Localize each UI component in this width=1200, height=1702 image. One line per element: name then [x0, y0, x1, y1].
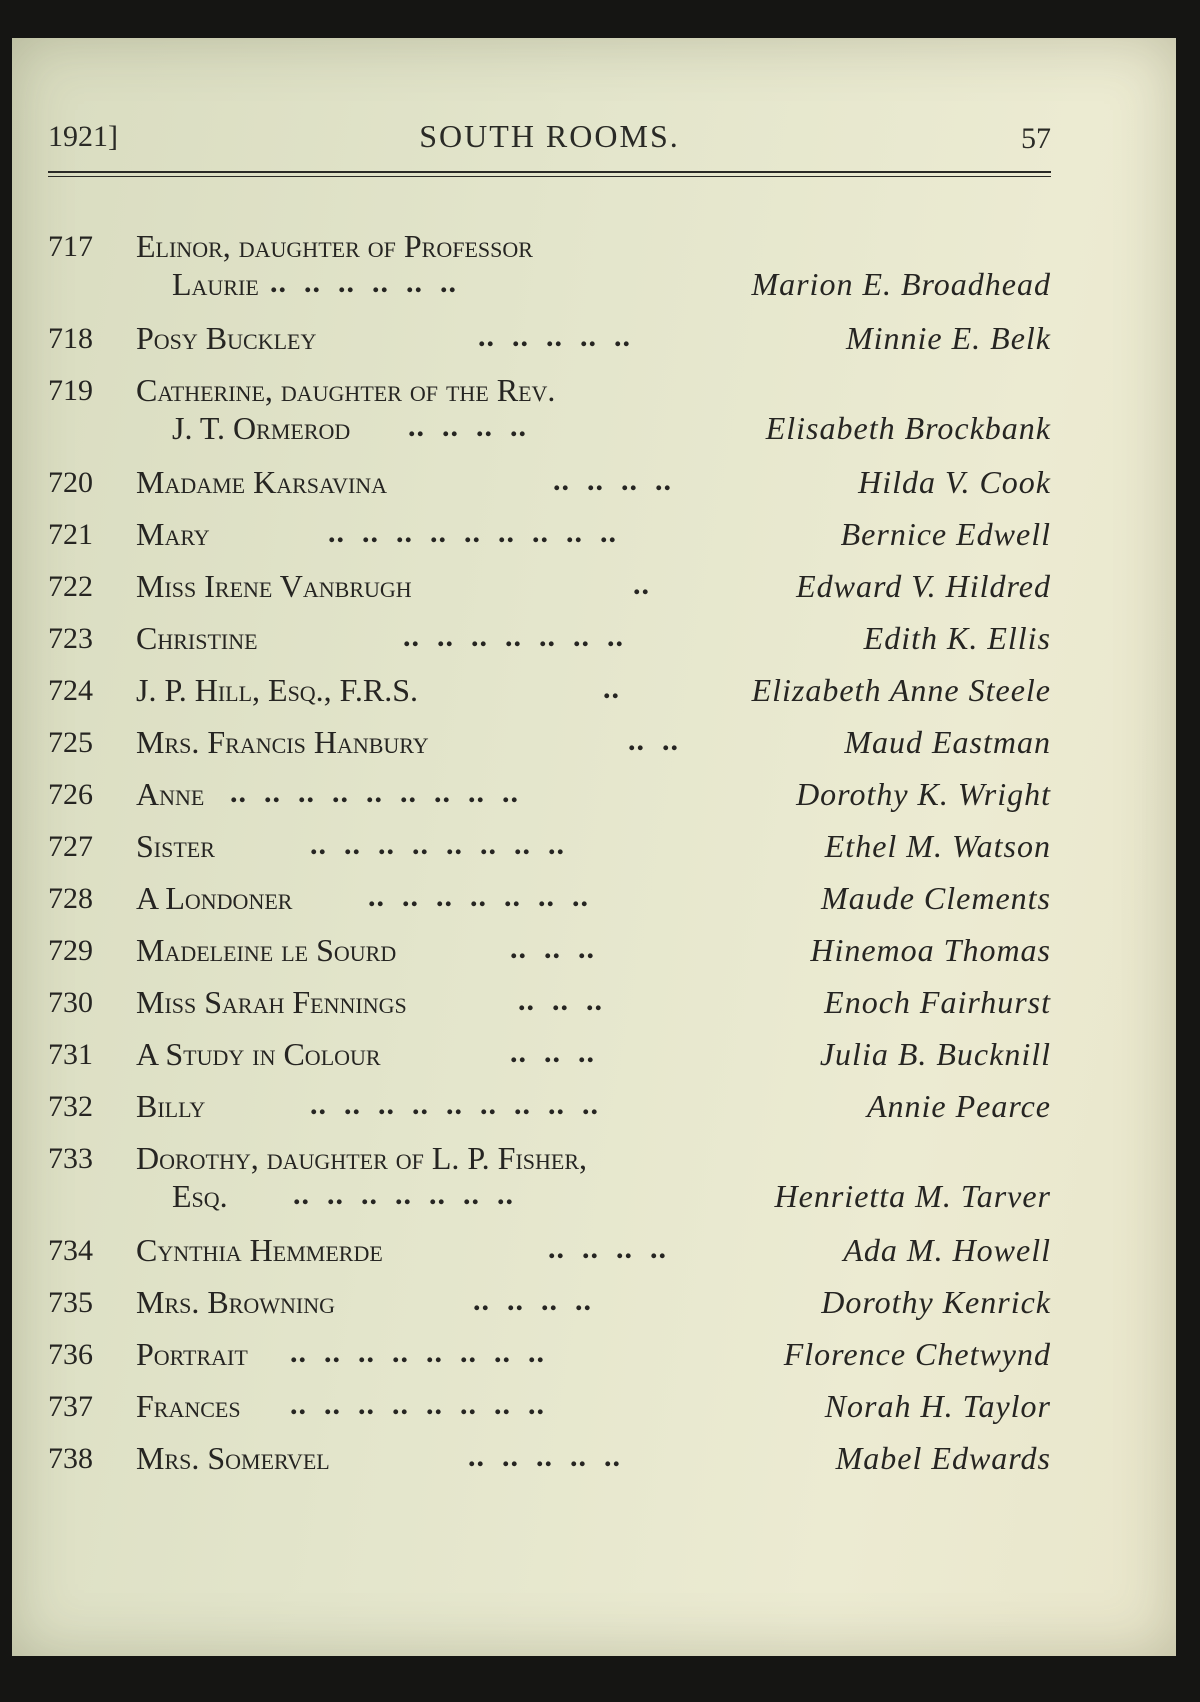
leader-dots: .. .. .. .. .. .. .. ..: [290, 1336, 545, 1369]
entry-list: [48, 228, 1051, 1492]
list-item: [48, 228, 1051, 320]
list-item: [48, 620, 1051, 672]
entry-number: 730: [48, 986, 93, 1019]
entry-title: Frances: [136, 1388, 241, 1424]
entry-number: 737: [48, 1390, 93, 1423]
header-year: 1921]: [48, 120, 118, 153]
entry-title: Mrs. Browning: [136, 1284, 336, 1320]
entry-artist: Ethel M. Watson: [824, 828, 1051, 864]
header-rule: [48, 171, 1051, 173]
entry-number: 722: [48, 570, 93, 603]
entry-number: 733: [48, 1142, 93, 1175]
entry-number: 725: [48, 726, 93, 759]
leader-dots: .. .. ..: [510, 932, 595, 965]
list-item: [48, 932, 1051, 984]
entry-number: 726: [48, 778, 93, 811]
list-item: [48, 320, 1051, 372]
list-item: [48, 1140, 1051, 1232]
entry-title: A Study in Colour: [136, 1036, 381, 1072]
leader-dots: .. .. .. .. .. .. .. .. ..: [230, 776, 519, 809]
entry-title: Elinor, daughter of Professor: [136, 228, 533, 264]
entry-title-continued: Esq.: [172, 1178, 228, 1214]
leader-dots: .. .. .. ..: [408, 410, 527, 443]
entry-artist: Florence Chetwynd: [783, 1336, 1051, 1372]
entry-artist: Dorothy Kenrick: [821, 1284, 1051, 1320]
list-item: [48, 568, 1051, 620]
entry-artist: Maude Clements: [821, 880, 1051, 916]
entry-title-continued: J. T. Ormerod: [172, 410, 351, 446]
list-item: [48, 1088, 1051, 1140]
entry-number: 717: [48, 230, 93, 263]
entry-number: 728: [48, 882, 93, 915]
list-item: [48, 1036, 1051, 1088]
list-item: [48, 516, 1051, 568]
leader-dots: .. ..: [628, 724, 679, 757]
entry-title: Sister: [136, 828, 215, 864]
entry-title-continued: Laurie: [172, 266, 259, 302]
list-item: [48, 1388, 1051, 1440]
list-item: [48, 984, 1051, 1036]
entry-number: 736: [48, 1338, 93, 1371]
entry-title: A Londoner: [136, 880, 293, 916]
list-item: [48, 1336, 1051, 1388]
entry-artist: Ada M. Howell: [843, 1232, 1051, 1268]
page-number: 57: [1021, 122, 1051, 155]
leader-dots: .. .. .. .. .. .. .. .. ..: [310, 1088, 599, 1121]
leader-dots: .. .. .. .. ..: [468, 1440, 621, 1473]
entry-number: 735: [48, 1286, 93, 1319]
entry-number: 727: [48, 830, 93, 863]
entry-title: Catherine, daughter of the Rev.: [136, 372, 556, 408]
leader-dots: .. .. .. .. .. .. .. ..: [290, 1388, 545, 1421]
entry-title: Mrs. Somervel: [136, 1440, 330, 1476]
list-item: [48, 828, 1051, 880]
entry-artist: Maud Eastman: [844, 724, 1051, 760]
leader-dots: .. .. .. .. .. .. ..: [293, 1178, 514, 1211]
entry-number: 729: [48, 934, 93, 967]
entry-title: Miss Sarah Fennings: [136, 984, 407, 1020]
list-item: [48, 1232, 1051, 1284]
leader-dots: .. .. ..: [510, 1036, 595, 1069]
leader-dots: .. .. .. .. ..: [478, 320, 631, 353]
entry-artist: Dorothy K. Wright: [796, 776, 1051, 812]
list-item: [48, 372, 1051, 464]
leader-dots: .. .. .. ..: [473, 1284, 592, 1317]
list-item: [48, 880, 1051, 932]
entry-title: Mrs. Francis Hanbury: [136, 724, 429, 760]
page-title: SOUTH ROOMS.: [419, 118, 680, 154]
catalogue-page: [12, 38, 1176, 1656]
entry-number: 723: [48, 622, 93, 655]
entry-artist: Edith K. Ellis: [863, 620, 1051, 656]
entry-artist: Mabel Edwards: [835, 1440, 1051, 1476]
entry-title: Portrait: [136, 1336, 248, 1372]
list-item: [48, 724, 1051, 776]
entry-number: 719: [48, 374, 93, 407]
entry-artist: Hilda V. Cook: [858, 464, 1051, 500]
entry-number: 724: [48, 674, 93, 707]
leader-dots: .. .. ..: [518, 984, 603, 1017]
entry-title: Dorothy, daughter of L. P. Fisher,: [136, 1140, 588, 1176]
list-item: [48, 672, 1051, 724]
entry-artist: Henrietta M. Tarver: [774, 1178, 1051, 1214]
leader-dots: .. .. .. ..: [548, 1232, 667, 1265]
list-item: [48, 1284, 1051, 1336]
leader-dots: ..: [633, 568, 650, 601]
list-item: [48, 1440, 1051, 1492]
entry-title: Cynthia Hemmerde: [136, 1232, 383, 1268]
leader-dots: .. .. .. .. .. ..: [270, 266, 457, 299]
entry-artist: Julia B. Bucknill: [819, 1036, 1051, 1072]
entry-title: Mary: [136, 516, 210, 552]
entry-number: 738: [48, 1442, 93, 1475]
entry-artist: Annie Pearce: [866, 1088, 1051, 1124]
entry-number: 734: [48, 1234, 93, 1267]
header-rule-thin: [48, 176, 1051, 177]
entry-number: 721: [48, 518, 93, 551]
entry-artist: Edward V. Hildred: [796, 568, 1051, 604]
leader-dots: .. .. .. .. .. .. ..: [403, 620, 624, 653]
entry-number: 718: [48, 322, 93, 355]
entry-number: 731: [48, 1038, 93, 1071]
entry-number: 720: [48, 466, 93, 499]
leader-dots: .. .. .. .. .. .. .. ..: [310, 828, 565, 861]
leader-dots: ..: [603, 672, 620, 705]
leader-dots: .. .. .. .. .. .. ..: [368, 880, 589, 913]
list-item: [48, 464, 1051, 516]
entry-artist: Norah H. Taylor: [824, 1388, 1051, 1424]
entry-artist: Elisabeth Brockbank: [765, 410, 1051, 446]
entry-title: Miss Irene Vanbrugh: [136, 568, 412, 604]
leader-dots: .. .. .. ..: [553, 464, 672, 497]
entry-artist: Enoch Fairhurst: [824, 984, 1051, 1020]
entry-artist: Elizabeth Anne Steele: [751, 672, 1051, 708]
page-header: [48, 118, 1051, 190]
entry-title: Madeleine le Sourd: [136, 932, 397, 968]
leader-dots: .. .. .. .. .. .. .. .. ..: [328, 516, 617, 549]
entry-title: Billy: [136, 1088, 206, 1124]
entry-artist: Bernice Edwell: [840, 516, 1051, 552]
entry-title: Madame Karsavina: [136, 464, 388, 500]
entry-number: 732: [48, 1090, 93, 1123]
list-item: [48, 776, 1051, 828]
entry-title: J. P. Hill, Esq., F.R.S.: [136, 672, 419, 708]
entry-artist: Hinemoa Thomas: [810, 932, 1051, 968]
entry-title: Posy Buckley: [136, 320, 317, 356]
entry-title: Anne: [136, 776, 205, 812]
entry-artist: Minnie E. Belk: [845, 320, 1051, 356]
entry-title: Christine: [136, 620, 258, 656]
entry-artist: Marion E. Broadhead: [751, 266, 1051, 302]
